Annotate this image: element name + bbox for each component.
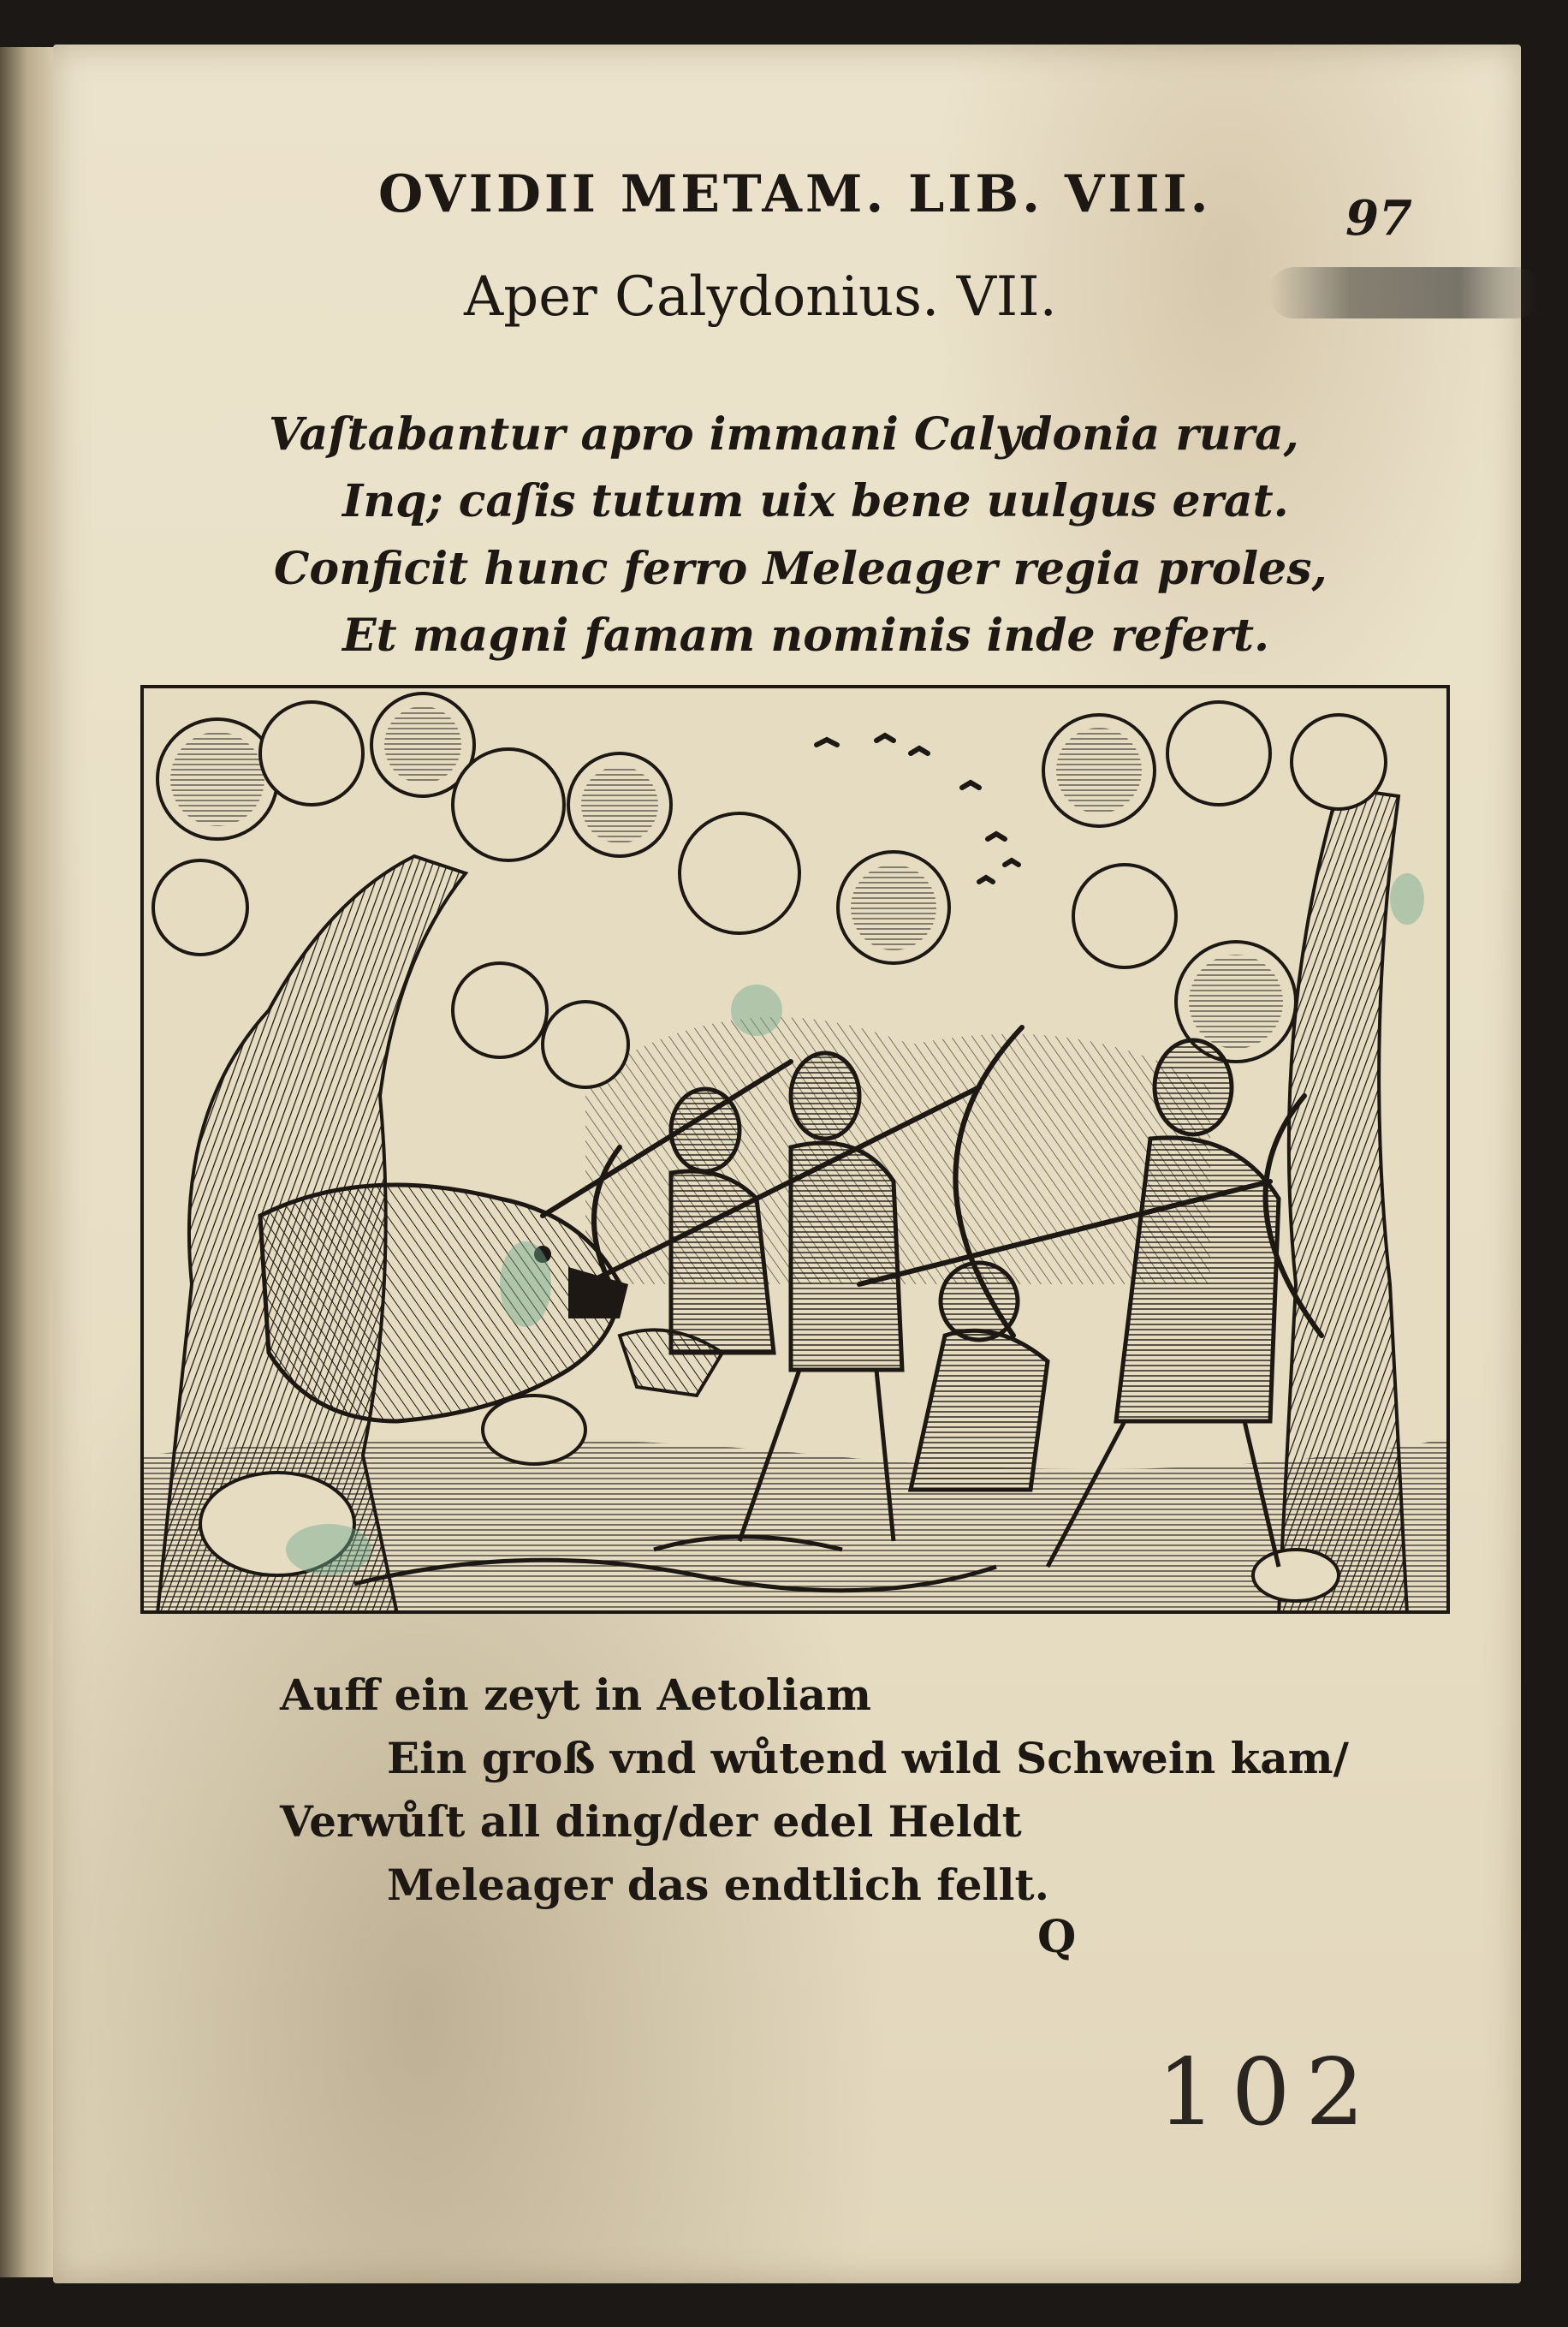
latin-verse-line: Et magni famam nominis inde refert. — [342, 610, 1270, 662]
latin-verse-line: Vaſtabantur apro immani Calydonia rura, — [269, 408, 1299, 461]
ink-smudge — [1268, 267, 1542, 318]
running-head: OVIDII METAM. LIB. VIII. — [378, 164, 1212, 224]
library-stamp-number: 102 — [1157, 2039, 1381, 2146]
german-verse-line: Ein groß vnd wůtend wild Schwein kam/ — [387, 1733, 1349, 1783]
german-verse-line: Meleager das endtlich fellt. — [387, 1860, 1050, 1910]
latin-verse-line: Inq; caſis tutum uix bene uulgus erat. — [342, 475, 1289, 527]
page-number: 97 — [1345, 190, 1412, 247]
book-page — [53, 45, 1521, 2283]
signature-mark: Q — [1037, 1911, 1077, 1963]
section-title: Aper Calydonius. VII. — [464, 265, 1057, 329]
german-verse-line: Auff ein zeyt in Aetoliam — [280, 1669, 872, 1720]
woodcut-illustration — [140, 685, 1450, 1614]
german-verse-line: Verwůſt all ding/der edel Heldt — [280, 1796, 1022, 1847]
latin-verse-line: Conficit hunc ferro Meleager regia proles, — [274, 543, 1327, 595]
